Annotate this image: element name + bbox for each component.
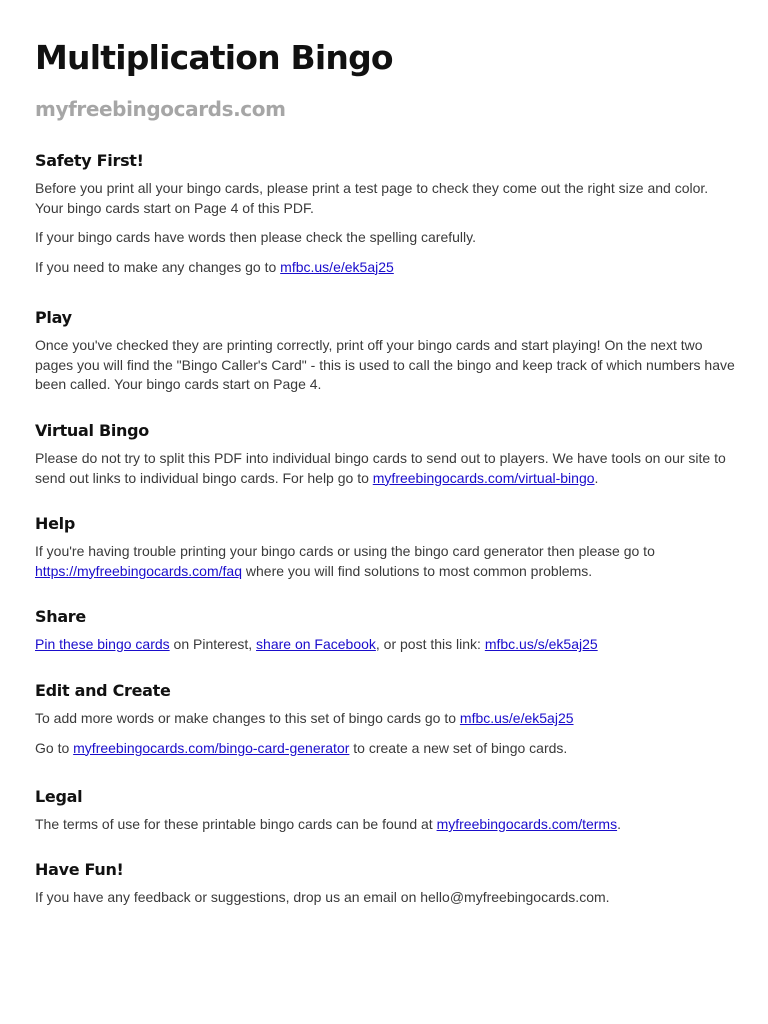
safety-paragraph-2: If your bingo cards have words then please check the spelling carefully. bbox=[35, 229, 476, 245]
section-heading-edit-and-create: Edit and Create bbox=[35, 681, 171, 700]
section-heading-help: Help bbox=[35, 514, 75, 533]
play-paragraph-1: Once you've checked they are printing correctly, print off your bingo cards and start playing! On the next two pages you will find the "Bingo Caller's Card" - this is used to call the bingo and keep track of which numbers have been called. Your bingo cards start on Page 4. bbox=[35, 337, 735, 392]
fun-paragraph-1: If you have any feedback or suggestions, drop us an email on hello@myfreebingocards.com. bbox=[35, 889, 610, 905]
virtual-paragraph-1-text: Please do not try to split this PDF into individual bingo cards to send out to players. We have tools on our site to send out links to individual bingo cards. For help go to bbox=[35, 450, 726, 486]
help-paragraph-1 bbox=[35, 542, 740, 581]
help-paragraph-1-text: If you're having trouble printing your bingo cards or using the bingo card generator then please go to bbox=[35, 543, 655, 559]
virtual-paragraph-1 bbox=[35, 449, 740, 488]
section-play bbox=[35, 307, 740, 395]
legal-paragraph-1 bbox=[35, 815, 740, 835]
section-share bbox=[35, 606, 740, 655]
edit-paragraph-2 bbox=[35, 739, 740, 759]
virtual-paragraph-1-end: . bbox=[594, 469, 599, 486]
section-heading-share: Share bbox=[35, 607, 86, 626]
section-heading-virtual-bingo: Virtual Bingo bbox=[35, 421, 149, 440]
terms-link[interactable]: myfreebingocards.com/terms bbox=[436, 816, 618, 832]
edit-paragraph-2-end: to create a new set of bingo cards. bbox=[349, 739, 568, 756]
edit-paragraph-1 bbox=[35, 709, 740, 729]
virtual-bingo-link[interactable]: myfreebingocards.com/virtual-bingo bbox=[372, 469, 595, 486]
section-heading-have-fun: Have Fun! bbox=[35, 860, 124, 879]
page-subtitle: myfreebingocards.com bbox=[35, 97, 286, 121]
pinterest-link[interactable]: Pin these bingo cards bbox=[35, 636, 170, 652]
share-text-1: on Pinterest, bbox=[169, 636, 257, 652]
safety-paragraph-1: Before you print all your bingo cards, please print a test page to check they come out the right size and color. Your bingo cards start on Page 4 of this PDF. bbox=[35, 180, 709, 216]
share-paragraph-1 bbox=[35, 635, 740, 655]
faq-link[interactable]: https://myfreebingocards.com/faq bbox=[35, 562, 242, 579]
section-help bbox=[35, 513, 740, 581]
share-short-link[interactable]: mfbc.us/s/ek5aj25 bbox=[484, 636, 598, 652]
section-heading-play: Play bbox=[35, 308, 72, 327]
section-have-fun bbox=[35, 859, 740, 908]
safety-paragraph-3 bbox=[35, 258, 740, 278]
safety-paragraph-3-text: If you need to make any changes go to bbox=[35, 258, 281, 275]
facebook-share-link[interactable]: share on Facebook bbox=[256, 636, 376, 652]
bingo-card-generator-link[interactable]: myfreebingocards.com/bingo-card-generator bbox=[73, 739, 350, 756]
section-virtual-bingo bbox=[35, 420, 740, 488]
help-paragraph-1-end: where you will find solutions to most common problems. bbox=[242, 562, 593, 579]
section-heading-safety-first: Safety First! bbox=[35, 151, 144, 170]
edit-link[interactable]: mfbc.us/e/ek5aj25 bbox=[280, 258, 394, 275]
section-legal bbox=[35, 786, 740, 835]
legal-paragraph-1-text: The terms of use for these printable bingo cards can be found at bbox=[35, 816, 437, 832]
page-title: Multiplication Bingo bbox=[35, 38, 393, 77]
legal-paragraph-1-end: . bbox=[617, 816, 621, 832]
section-edit-and-create bbox=[35, 680, 740, 758]
edit-paragraph-1-text: To add more words or make changes to this set of bingo cards go to bbox=[35, 710, 460, 726]
section-safety-first bbox=[35, 150, 740, 277]
edit-paragraph-2-text: Go to bbox=[35, 739, 74, 756]
share-text-2: , or post this link: bbox=[375, 636, 485, 652]
section-heading-legal: Legal bbox=[35, 787, 83, 806]
edit-short-link[interactable]: mfbc.us/e/ek5aj25 bbox=[459, 710, 574, 726]
